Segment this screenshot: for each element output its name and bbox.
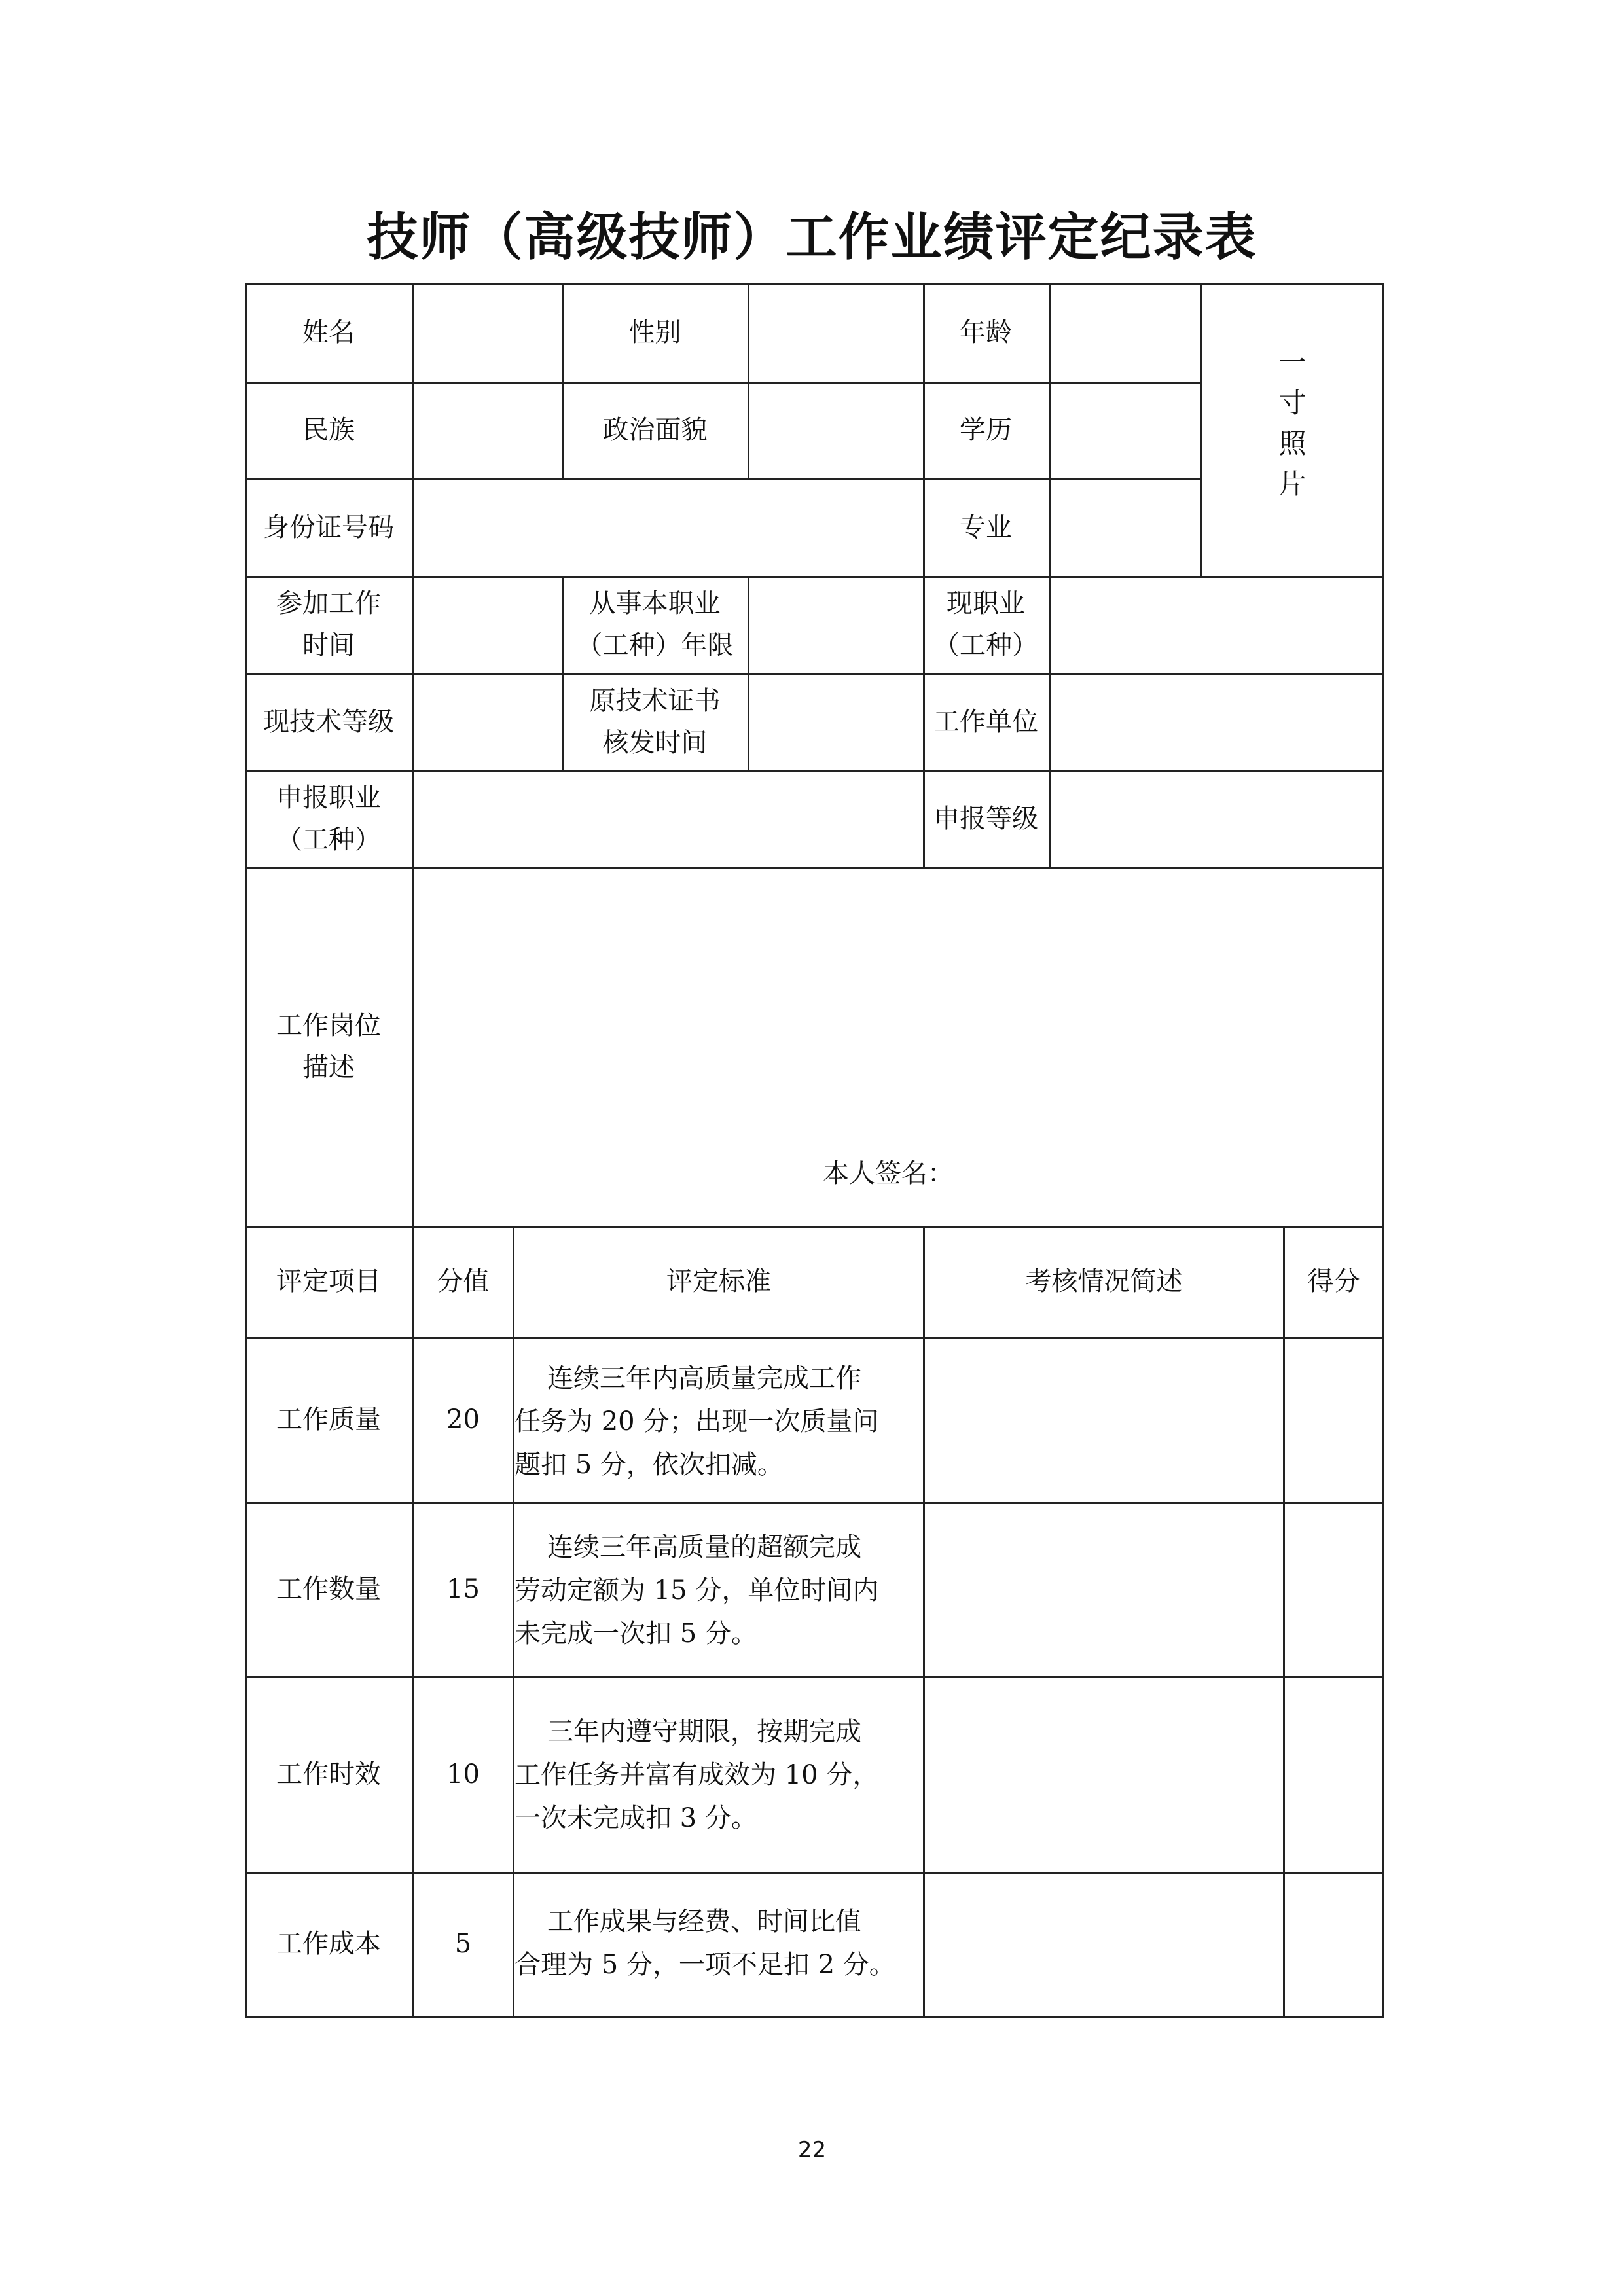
cert-label-line: 核发时间 (602, 727, 708, 758)
standard-line: 合理为 5 分，一项不足扣 2 分。 (514, 1950, 895, 1980)
cert-field[interactable] (749, 673, 923, 770)
eval-standard-timeliness (514, 1710, 923, 1840)
standard-line: 三年内遵守期限，按期完成 (547, 1717, 861, 1747)
eval-assessment-cost[interactable] (925, 1872, 1283, 2016)
eval-item-quantity: 工作数量 (276, 1574, 381, 1604)
photo-char: 照 (1278, 427, 1307, 459)
eval-item-quality: 工作质量 (276, 1405, 381, 1435)
id-label: 身份证号码 (263, 512, 394, 543)
years-label-line: （工种）年限 (576, 630, 734, 660)
education-field[interactable] (1051, 382, 1200, 478)
position-desc-label-line: 描述 (302, 1052, 355, 1083)
header-eval-item: 评定项目 (276, 1266, 381, 1297)
current-job-label-line: （工种） (933, 630, 1038, 660)
employer-label: 工作单位 (933, 706, 1038, 737)
eval-points-quality[interactable] (1285, 1337, 1382, 1502)
name-field[interactable] (414, 283, 562, 382)
eval-score-quantity: 15 (446, 1574, 480, 1604)
current-job-label (923, 576, 1049, 673)
eval-score-cost: 5 (454, 1929, 472, 1959)
apply-job-label-line: 申报职业 (276, 783, 381, 813)
gender-label: 性别 (628, 317, 681, 348)
political-label: 政治面貌 (602, 415, 708, 445)
work-start-label-line: 参加工作 (276, 588, 381, 619)
age-label: 年龄 (960, 317, 1012, 348)
current-job-label-line: 现职业 (947, 588, 1025, 619)
standard-line: 连续三年内高质量完成工作 (547, 1363, 861, 1393)
standard-line: 一次未完成扣 3 分。 (514, 1803, 757, 1833)
apply-job-field[interactable] (414, 770, 923, 867)
evaluation-form-table (245, 283, 1384, 2018)
name-label: 姓名 (302, 317, 355, 348)
eval-assessment-timeliness[interactable] (925, 1676, 1283, 1872)
major-label: 专业 (960, 512, 1012, 543)
ethnicity-label: 民族 (302, 415, 355, 445)
eval-points-quantity[interactable] (1285, 1502, 1382, 1676)
header-standard: 评定标准 (666, 1266, 771, 1297)
eval-standard-cost (514, 1900, 923, 1986)
eval-assessment-quantity[interactable] (925, 1502, 1283, 1676)
political-field[interactable] (749, 382, 923, 478)
standard-line: 劳动定额为 15 分，单位时间内 (514, 1575, 879, 1605)
header-points: 得分 (1307, 1266, 1360, 1297)
eval-points-timeliness[interactable] (1285, 1676, 1382, 1872)
work-start-label (245, 576, 412, 673)
current-job-field[interactable] (1051, 576, 1382, 673)
apply-job-label-line: （工种） (276, 825, 381, 855)
photo-char: 一 (1278, 346, 1307, 378)
eval-standard-quantity (514, 1526, 923, 1655)
work-start-field[interactable] (414, 576, 562, 673)
eval-item-cost: 工作成本 (276, 1929, 381, 1959)
form-title: 技师（高级技师）工作业绩评定纪录表 (367, 208, 1257, 267)
cert-label-line: 原技术证书 (589, 685, 721, 716)
photo-box[interactable] (1202, 342, 1382, 565)
years-field[interactable] (749, 576, 923, 673)
standard-line: 连续三年高质量的超额完成 (547, 1532, 861, 1562)
eval-score-quality: 20 (446, 1405, 480, 1435)
signature-label: 本人签名： (823, 1158, 954, 1189)
standard-line: 工作任务并富有成效为 10 分， (514, 1760, 879, 1790)
apply-level-field[interactable] (1051, 770, 1382, 867)
header-score: 分值 (437, 1266, 490, 1297)
ethnicity-field[interactable] (414, 382, 562, 478)
work-start-label-line: 时间 (302, 630, 355, 660)
cert-label (562, 673, 748, 770)
standard-line: 未完成一次扣 5 分。 (514, 1619, 757, 1649)
current-level-field[interactable] (414, 673, 562, 770)
age-field[interactable] (1051, 283, 1200, 382)
standard-line: 任务为 20 分；出现一次质量问 (514, 1407, 879, 1437)
major-field[interactable] (1051, 478, 1200, 576)
current-level-label: 现技术等级 (263, 706, 394, 737)
page-number: 22 (797, 2137, 827, 2163)
position-desc-label-line: 工作岗位 (276, 1011, 381, 1041)
id-field[interactable] (414, 478, 923, 576)
gender-field[interactable] (749, 283, 923, 382)
eval-standard-quality (514, 1357, 923, 1486)
position-desc-label (245, 867, 412, 1226)
eval-score-timeliness: 10 (446, 1759, 480, 1789)
photo-char: 片 (1278, 468, 1307, 500)
years-label (562, 576, 748, 673)
eval-points-cost[interactable] (1285, 1872, 1382, 2016)
eval-assessment-quality[interactable] (925, 1337, 1283, 1502)
photo-char: 寸 (1278, 387, 1307, 419)
apply-job-label (245, 770, 412, 867)
header-assessment: 考核情况简述 (1025, 1266, 1183, 1297)
standard-line: 工作成果与经费、时间比值 (547, 1907, 861, 1937)
education-label: 学历 (960, 415, 1012, 445)
standard-line: 题扣 5 分，依次扣减。 (514, 1450, 784, 1480)
apply-level-label: 申报等级 (933, 804, 1038, 834)
employer-field[interactable] (1051, 673, 1382, 770)
eval-item-timeliness: 工作时效 (276, 1759, 381, 1789)
years-label-line: 从事本职业 (589, 588, 721, 619)
